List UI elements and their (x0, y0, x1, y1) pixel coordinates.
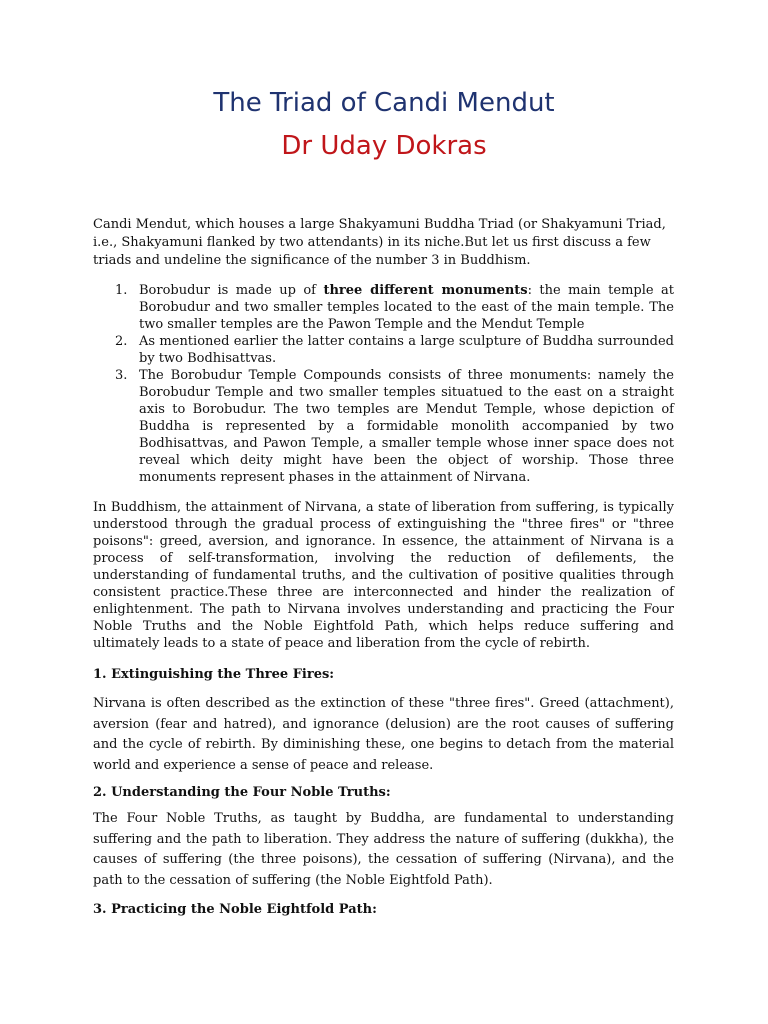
intro-text: Candi Mendut, which houses a large Shakyamuni Buddha Triad (or Shakyamuni Triad, i.e., Shakyamuni flanked by two attendants) in its niche.But let us first discuss a few triads and undeline the significance of the number 3 in Buddhism. (93, 217, 666, 268)
list-item-number: 2. (115, 334, 128, 349)
section-paragraph (93, 809, 674, 891)
document-author: Dr Uday Dokras (281, 131, 487, 161)
document-title: The Triad of Candi Mendut (213, 88, 555, 118)
nirvana-paragraph (93, 499, 674, 652)
list-item-bold-text: three different monuments (323, 283, 528, 298)
nirvana-text: In Buddhism, the attainment of Nirvana, a state of liberation from suffering, is typically understood through the gradual process of extinguishing the "three fires" or "three poisons": greed, aversion, and ignorance. In essence, the attainment of Nirvana is a process of self-transformation, involving the reduction of defilements, the understanding of fundamental truths, and the cultivation of positive qualities through consistent practice.These three are interconnected and hinder the realization of enlightenment. The path to Nirvana involves understanding and practicing the Four Noble Truths and the Noble Eightfold Path, which helps reduce suffering and ultimately leads to a state of peace and liberation from the cycle of rebirth. (93, 500, 674, 651)
section-heading: 2. Understanding the Four Noble Truths: (93, 785, 391, 800)
list-item (93, 367, 674, 486)
section-heading: 3. Practicing the Noble Eightfold Path: (93, 902, 377, 917)
list-item-text: Borobudur is made up of (139, 283, 324, 298)
section-text: The Four Noble Truths, as taught by Buddha, are fundamental to understanding suffering and the path to liberation. They address the nature of suffering (dukkha), the causes of suffering (the three poisons), the cessation of suffering (Nirvana), and the path to the cessation of suffering (the Noble Eightfold Path). (93, 811, 674, 888)
list-item (93, 333, 674, 367)
list-item-text: : the main temple at Borobudur and two smaller temples located to the east of the main temple. The two smaller temples are the Pawon Temple and the Mendut Temple (139, 283, 674, 332)
list-item-text: The Borobudur Temple Compounds consists of three monuments: namely the Borobudur Temple and two smaller temples situatued to the east on a straight axis to Borobudur. The two temples are Mendut Temple, whose depiction of Buddha is represented by a formidable monolith accompanied by two Bodhisattvas, and Pawon Temple, a smaller temple whose inner space does not reveal which deity might have been the object of worship. Those three monuments represent phases in the attainment of Nirvana. (139, 368, 674, 485)
monuments-list (93, 282, 674, 486)
list-item-number: 3. (115, 368, 128, 383)
section-paragraph (93, 694, 674, 776)
intro-paragraph (93, 216, 674, 270)
list-item (93, 282, 674, 333)
section-heading: 1. Extinguishing the Three Fires: (93, 667, 335, 682)
section-text: Nirvana is often described as the extinction of these "three fires". Greed (attachment), aversion (fear and hatred), and ignorance (delusion) are the root causes of suffering and the cycle of rebirth. By diminishing these, one begins to detach from the material world and experience a sense of peace and release. (93, 696, 674, 773)
list-item-text: As mentioned earlier the latter contains a large sculpture of Buddha surrounded by two Bodhisattvas. (139, 334, 674, 366)
list-item-number: 1. (115, 283, 128, 298)
